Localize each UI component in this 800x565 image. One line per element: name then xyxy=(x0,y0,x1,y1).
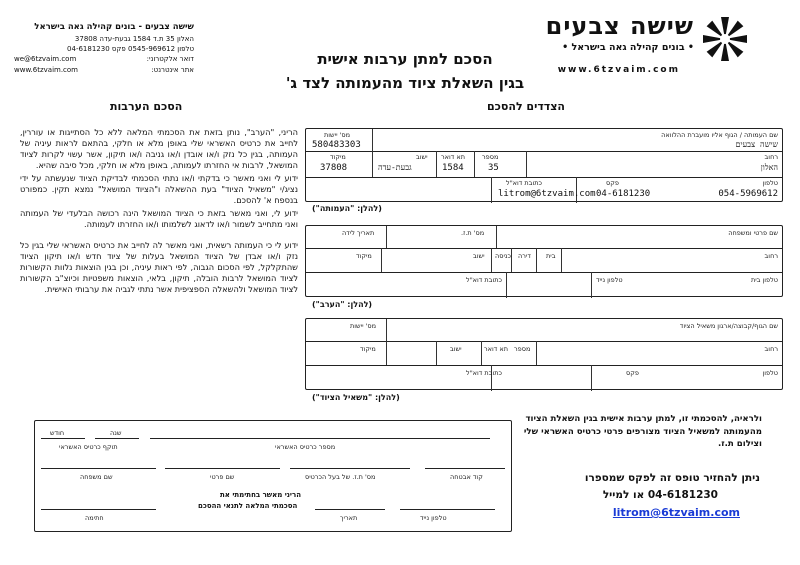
mobile-label: טלפון נייד xyxy=(420,514,447,522)
org-phone: טלפון 0545-969612 פקס 04-6181230 xyxy=(67,45,194,53)
cc-number-input[interactable] xyxy=(150,438,490,439)
signature-input[interactable] xyxy=(41,509,156,510)
org-zip-value[interactable]: 37808 xyxy=(320,163,348,173)
agreement-heading: הסכם הערבות xyxy=(110,100,183,113)
fax-line: ניתן להחזיר טופס זה לפקס שמספרו xyxy=(584,472,760,484)
borrower-fax-label: פקס xyxy=(626,369,639,377)
signature-label: חתימה xyxy=(85,514,104,522)
org-name-label: שם העמותה / הגוף אליו מועברת ההלוואה xyxy=(661,131,778,139)
logo-tagline: • בונים קהילה גאה בישראל • xyxy=(562,42,694,53)
guarantor-apt-label: דירה xyxy=(518,252,531,260)
org-street-value[interactable]: האלון xyxy=(760,163,778,172)
guarantor-dob-label: תאריך לידה xyxy=(342,229,375,237)
logo-name: שישה צבעים xyxy=(545,12,694,40)
borrower-zip-label: מיקוד xyxy=(360,345,376,353)
org-header-title: שישה צבעים - בונים קהילה גאה בישראל xyxy=(34,22,194,32)
org-name-value[interactable]: שישה צבעים xyxy=(735,140,778,149)
cc-month-input[interactable] xyxy=(41,438,85,439)
cc-holder-id-label: מס' ת.ז. של בעל הכרטיס xyxy=(305,473,376,481)
return-email[interactable]: litrom@6tzvaim.com xyxy=(612,506,740,519)
consent-line-1: הריני מאשר בחתימתי את xyxy=(220,491,302,499)
consent-line-2: הסכמתי המלאה לתנאי ההסכם xyxy=(198,502,298,510)
mobile-input[interactable] xyxy=(400,509,495,510)
agreement-text xyxy=(20,127,298,295)
agreement-para-2: ידוע לי ואני מאשר כי בדקתי ו/או נתתי הסכמתי לבדיקת הציוד שנעשתה על ידי נציג/י "משאיל הציוד" בעת ההשאלה ו"הציוד המושאל" נמצא תקין. כמפורט בנספח א' להסכם. xyxy=(20,173,298,205)
borrower-reg-label: מס' יישות xyxy=(350,322,377,330)
guarantor-city-label: ישוב xyxy=(473,252,485,260)
cc-number-label: מספר כרטיס האשראי xyxy=(275,443,336,451)
org-email-field-label: כתובת דוא"ל xyxy=(506,179,542,187)
guarantor-entrance-label: כניסה xyxy=(495,252,511,260)
org-site-label: אתר אינטרנט: xyxy=(151,66,194,74)
borrower-city-label: ישוב xyxy=(450,345,462,353)
org-box xyxy=(305,128,783,202)
cc-holder-id-input[interactable] xyxy=(290,468,410,469)
agreement-para-3: ידוע לי, ואני מאשר בזאת כי הציוד המושאל הינה רכושה הבלעדי של העמותה ואני מתחייב לשמור ו/או לדאוג לשלמותו ו/או החזרתו לעמותה. xyxy=(20,208,298,229)
org-details xyxy=(14,22,194,75)
org-address: האלון 35 ת.ד 1584 גבעת-עדה 37808 xyxy=(74,35,194,43)
org-street-label: רחוב xyxy=(764,153,778,161)
borrower-street-label: רחוב xyxy=(764,345,778,353)
title-line-2: בגין השאלת ציוד מהעמותה לצד ג' xyxy=(285,74,525,92)
org-email-field-value[interactable]: litrom@6tzvaim.com xyxy=(498,189,596,199)
cc-year-input[interactable] xyxy=(95,438,139,439)
logo-url: www.6tzvaim.com xyxy=(557,65,680,75)
borrower-box xyxy=(305,318,783,390)
date-label: תאריך xyxy=(340,514,358,522)
cc-code-input[interactable] xyxy=(425,468,505,469)
org-pobox-value[interactable]: 1584 xyxy=(442,163,464,173)
guarantor-name-label: שם פרטי ומשפחה xyxy=(728,229,778,237)
org-fax-label: פקס xyxy=(606,179,619,187)
credit-heading: ולראיה, להסכמתי זו, למתן ערבות אישית בגין השאלת הציוד מהעמותה למשאיל הציוד מצורפים פרטי כרטיס האשראי שלי וצילום ת.ז. xyxy=(523,414,762,449)
cc-first-label: שם פרטי xyxy=(210,473,235,481)
cc-code-label: קוד אבטחה xyxy=(450,473,483,481)
borrower-phone-label: טלפון xyxy=(762,369,778,377)
parties-heading: הצדדים להסכם xyxy=(487,100,565,113)
org-phone-label: טלפון xyxy=(762,179,778,187)
org-fax-value[interactable]: 04-6181230 xyxy=(596,189,651,199)
borrower-name-label: שם הגוף/קבוצה/ארגון משאיל הציוד xyxy=(679,322,778,330)
org-city-label: ישוב xyxy=(416,153,428,161)
date-input[interactable] xyxy=(315,509,385,510)
org-email-value[interactable]: we@6tzvaim.com xyxy=(14,55,77,63)
agreement-para-1: הריני, "הערב", נותן בזאת את הסכמתי המלאה ללא כל הסתייגות או עוררין, לחייב את כרטיס האשראי שלי באופן מלא או חלקי, בהתאם לראות עיניה של העמותה, בגין כל נזק ו/או אובדן ו/או גניבה ו/או תיקון, אשר עשוי לקרות לציוד המושאל, לרבות אי החזרתו לעמותה, באופן מלא או חלקי, מכל סיבה שהיא. xyxy=(20,127,298,170)
org-city-value[interactable]: גבעת-עדה xyxy=(378,163,412,172)
org-caption: (להלן: "העמותה") xyxy=(312,204,382,213)
guarantor-homephone-label: טלפון בית xyxy=(750,276,778,284)
borrower-num-label: מספר xyxy=(514,345,531,353)
cc-month-label: חודש xyxy=(50,429,65,437)
guarantor-email-label: כתובת דוא"ל xyxy=(466,276,502,284)
org-num-value[interactable]: 35 xyxy=(488,163,499,173)
cc-year-label: שנה xyxy=(110,429,122,437)
guarantor-street-label: רחוב xyxy=(764,252,778,260)
borrower-caption: (להלן: "משאיל הציוד") xyxy=(312,393,400,402)
org-reg-label: מס' יישות xyxy=(324,131,351,139)
fax-number: 04-6181230 או למייל xyxy=(602,489,718,501)
title-line-1: הסכם למתן ערבות אישית xyxy=(317,50,493,68)
org-num-label: מספר xyxy=(482,153,499,161)
guarantor-house-label: בית xyxy=(546,252,556,260)
org-reg-value[interactable]: 580483303 xyxy=(312,140,361,150)
cc-last-input[interactable] xyxy=(41,468,156,469)
org-pobox-label: תא דואר xyxy=(441,153,466,161)
guarantor-zip-label: מיקוד xyxy=(356,252,372,260)
cc-validity-label: תוקף כרטיס האשראי xyxy=(59,443,118,451)
cc-first-input[interactable] xyxy=(165,468,280,469)
guarantor-caption: (להלן: "הערב") xyxy=(312,300,373,309)
agreement-para-4: ידוע לי כי העמותה רשאית, ואני מאשר לה לחייב את כרטיס האשראי שלי בגין כל נזק ו/או אבדן של הציוד המושאל בעלות של ציוד חדש ו/או תיקון הציוד שהתקלקל, לפי הסכום הגבוה, לפי ראות עיניה, וכן בגין הוצאות נלוות הקשורות לציוד המושאל לרבות הובלה, תיקון, בלאי, הוצאות משפטיות וכיוצ"ב הקשורות לציוד המושאל ולהשאלה הספציפית אשר נתתי לגביה את ערבותי האישית. xyxy=(20,240,298,294)
org-phone-value[interactable]: 054-5969612 xyxy=(718,189,778,199)
org-email-label: דואר אלקטרוני: xyxy=(146,55,194,63)
guarantor-box xyxy=(305,225,783,297)
borrower-pobox-label: תא דואר xyxy=(484,345,509,353)
borrower-email-label: כתובת דוא"ל xyxy=(466,369,502,377)
logo-flower-icon xyxy=(700,14,750,64)
page-title xyxy=(240,50,570,92)
org-zip-label: מיקוד xyxy=(330,153,346,161)
credit-card-box xyxy=(34,420,512,532)
guarantor-mobile-label: טלפון נייד xyxy=(596,276,623,284)
guarantor-id-label: מס' ת.ז. xyxy=(461,229,485,237)
cc-last-label: שם משפחה xyxy=(80,473,113,481)
org-site-value[interactable]: www.6tzvaim.com xyxy=(14,66,79,74)
